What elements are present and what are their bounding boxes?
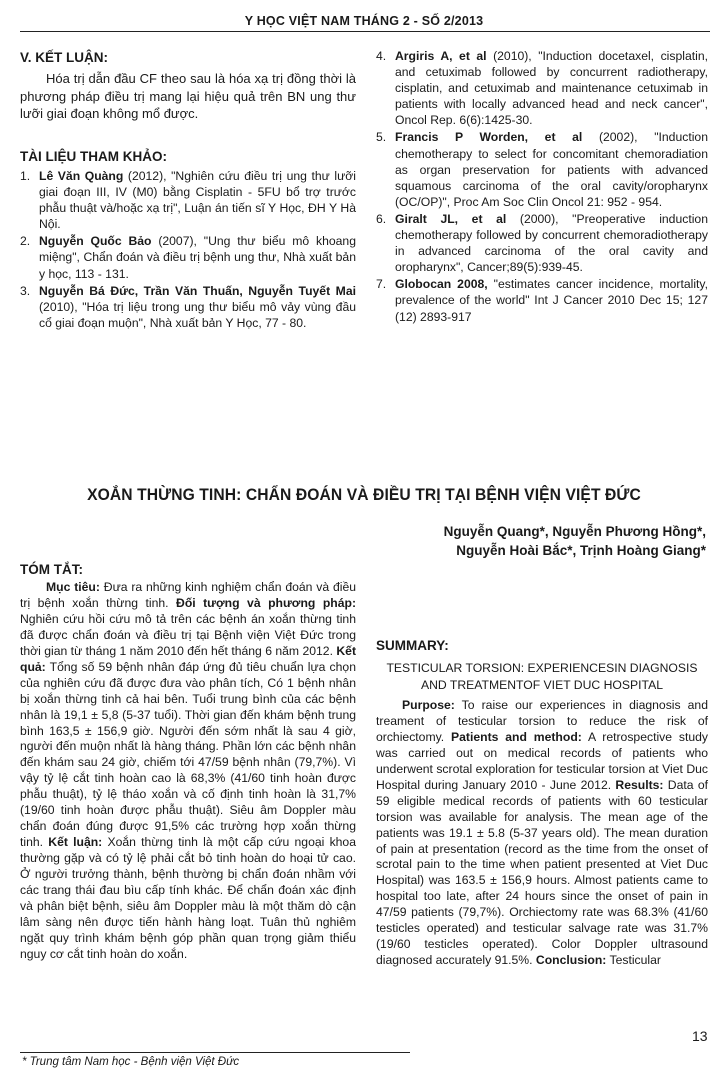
summary-title-line: AND TREATMENTOF VIET DUC HOSPITAL bbox=[421, 677, 663, 692]
summary-label: Results: bbox=[615, 777, 664, 792]
reference-item bbox=[20, 233, 356, 281]
conclusion-text: Hóa trị dẫn đầu CF theo sau là hóa xạ trị đồng thời là phương pháp điều trị mang lại hiệu quả trên BN ung thư lưỡi giai đoạn không mổ được. bbox=[20, 71, 356, 122]
reference-item bbox=[20, 168, 356, 232]
summary-sentence: Testicular bbox=[606, 953, 661, 968]
summary-sentence: A retrospective study was carried out on medical records of patients who underwent scrotal exploration for testicular torsion at Viet Duc Hospital during January 2010 - June 2012. bbox=[376, 729, 708, 792]
upper-right-column bbox=[376, 48, 708, 326]
summary-title bbox=[376, 660, 708, 694]
reference-authors: Lê Văn Quàng bbox=[39, 168, 124, 183]
references-list-left bbox=[20, 168, 356, 331]
abstract-vi-text bbox=[20, 580, 356, 963]
journal-header: Y HỌC VIỆT NAM THÁNG 2 - SỐ 2/2013 bbox=[244, 14, 484, 28]
abstract-sentence: Nghiên cứu hồi cứu mô tả trên các bệnh án xoắn thừng tinh đã được chẩn đoán và điều trị tại Bệnh viện Việt Đức trong thời gian từ tháng 1 năm 2010 đến hết tháng 6 năm 2012. bbox=[20, 611, 356, 658]
reference-number: 5. bbox=[376, 130, 387, 145]
summary-text bbox=[376, 698, 708, 969]
abstract-sentence: Xoắn thừng tinh là một cấp cứu ngoại khoa thường gặp và có tỷ lệ phải cắt bỏ tinh hoàn do hoại tử cao. Ở người trưởng thành, bệnh thường bị chẩn đoán nhầm với các trang thái đau bìu cấp tính khác. Để chẩn đoán xác định và phân biệt bệnh, siêu âm Doppler màu là một thăm dò cận lâm sàng nên được tiến hành hàng loạt. Tuân thủ nghiêm ngặt quy trình khám bệnh góp phần quan trọng giảm thiểu nguy cơ cắt tinh hoàn do xoắn. bbox=[20, 835, 356, 961]
footnote-rule bbox=[20, 1052, 410, 1053]
abstract-vi-heading: TÓM TẮT: bbox=[20, 562, 83, 577]
article-title: XOẮN THỪNG TINH: CHẨN ĐOÁN VÀ ĐIỀU TRỊ TẠI BỆNH VIỆN VIỆT ĐỨC bbox=[87, 485, 641, 504]
summary-label: Conclusion: bbox=[535, 953, 607, 968]
abstract-label: Kết luận: bbox=[48, 835, 103, 850]
reference-authors: Globocan 2008, bbox=[395, 277, 488, 292]
reference-text: (2010), "Hóa trị liệu trong ung thư biểu mô vảy vùng đầu cổ giai đoạn muộn", Nhà xuất bản Y Học, 77 - 80. bbox=[39, 299, 356, 330]
reference-text: (2002), "Induction chemotherapy to select for concomitant chemoradiation as organ preservation for patients with advanced squamous carcinoma of the oral cavity/oropharynx (OC/OP)", Proc Am Soc Clin Oncol 21: 952 - 954. bbox=[395, 130, 708, 209]
summary-label: Patients and method: bbox=[451, 729, 582, 744]
summary-sentence: Data of 59 eligible medical records of patients with 60 testicular torsion was available for analysis. The mean age of the patients was 19.1 ± 5.8 (5-37 years old). The mean duration of pain at presentation (record as the time from the onset of scrotal pain to the time when patient presented at Viet Duc Hospital) was 163.5 ± 156,9 hours. Almost patients came to hospital too late, after 24 hours since the onset of pain in 47/59 patients (79,7%). Orchiectomy rate was 68.3% (41/60 testicles operated) and testicular salvage rate was 31.7% (19/60 testicles operated). Color Doppler ultrasound diagnosed accurately 91.5%. bbox=[376, 777, 708, 968]
reference-number: 4. bbox=[376, 49, 387, 63]
authors-line: Nguyễn Hoài Bắc*, Trịnh Hoàng Giang* bbox=[456, 543, 706, 558]
reference-number: 6. bbox=[376, 211, 387, 226]
reference-text: (2012), "Nghiên cứu điều trị ung thư lưỡi giai đoạn III, IV (M0) bằng Cisplatin - 5FU bổ trợ trước phẫu thuật và/hoặc xạ trị", Luận án tiến sĩ Y Học, ĐH Y Hà Nội. bbox=[39, 168, 356, 232]
authors-line: Nguyễn Quang*, Nguyễn Phương Hồng*, bbox=[443, 524, 706, 539]
reference-item bbox=[376, 48, 708, 128]
reference-item bbox=[376, 129, 708, 209]
reference-number: 7. bbox=[376, 277, 387, 292]
reference-authors: Nguyễn Quốc Bảo bbox=[39, 234, 152, 249]
upper-left-column bbox=[20, 50, 356, 332]
reference-item bbox=[376, 211, 708, 275]
reference-authors: Nguyễn Bá Đức, Trần Văn Thuấn, Nguyễn Tuyết Mai bbox=[39, 283, 356, 298]
reference-authors: Argiris A, et al bbox=[395, 49, 487, 63]
reference-authors: Francis P Worden, et al bbox=[395, 130, 583, 145]
abstract-sentence: Đưa ra những kinh nghiệm chẩn đoán và điều trị bệnh xoắn thừng tinh. bbox=[20, 579, 356, 610]
reference-number: 1. bbox=[20, 168, 31, 183]
references-list-right bbox=[376, 48, 708, 325]
abstract-label: Mục tiêu: bbox=[46, 579, 100, 594]
reference-number: 3. bbox=[20, 283, 31, 298]
header-rule bbox=[20, 31, 710, 32]
abstract-label: Kết quả: bbox=[20, 643, 356, 674]
footnote: * Trung tâm Nam học - Bệnh viện Việt Đức bbox=[22, 1056, 240, 1068]
page-number: 13 bbox=[692, 1028, 708, 1044]
references-heading: TÀI LIỆU THAM KHẢO: bbox=[20, 148, 167, 164]
summary-sentence: To raise our experiences in diagnosis and treament of testicular torsion to reduce the risk of orchiectomy. bbox=[376, 697, 708, 744]
reference-authors: Giralt JL, et al bbox=[395, 211, 507, 226]
reference-text: (2000), "Preoperative induction chemotherapy followed by concurrent chemoradiotherapy in advanced carcinoma of the oral cavity and oropharynx", Cancer;89(5):939-45. bbox=[395, 211, 708, 275]
summary-label: Purpose: bbox=[402, 697, 455, 712]
article-authors bbox=[444, 522, 706, 560]
abstract-sentence: Tổng số 59 bệnh nhân đáp ứng đủ tiêu chuẩn lựa chọn của nghiên cứu đã được đưa vào phân tích, Có 1 bệnh nhân bị xoắn thừng tinh cả hai bên. Tuổi trung bình của các bệnh nhân là 19,1 ± 5,8 (5-37 tuổi). Thời gian đến khám bệnh trung bình 163,5 ± 156,9 giờ. Người đến sớm nhất là sau 4 giờ, người đến muộn nhất là hàng tháng. Phần lớn các bệnh nhân đến khám sau 24 giờ, chiếm tới 47/59 bệnh nhân (79,7%). Vì vậy tỷ lệ cắt tinh hoàn cao là 68,3% (41/60 tinh hoàn được phẫu thuật), tỷ lệ tháo xoắn và cố định tinh hoàn là 31,7% (19/60 tinh hoàn được phẫu thuật). Siêu âm Doppler màu chẩn đoán đúng được 91,5% các trường hợp xoắn thừng tinh. bbox=[20, 659, 356, 850]
reference-text: (2007), "Ung thư biểu mô khoang miệng", Chẩn đoán và điều trị bệnh ung thư, Nhà xuất bản y học, 113 - 131. bbox=[39, 234, 356, 281]
summary-en-column bbox=[376, 582, 708, 969]
abstract-label: Đối tượng và phương pháp: bbox=[176, 595, 356, 610]
summary-title-line: TESTICULAR TORSION: EXPERIENCESIN DIAGNOSIS bbox=[386, 660, 698, 675]
summary-heading: SUMMARY: bbox=[376, 638, 449, 653]
reference-item bbox=[376, 276, 708, 324]
reference-text: "estimates cancer incidence, mortality, prevalence of the world" Int J Cancer 2010 Dec 15; 127 (12) 2893-917 bbox=[395, 277, 708, 324]
reference-text: (2010), "Induction docetaxel, cisplatin, and cetuximab followed by concurrent radiotherapy, cisplatin, and cetuximab and maintenance cetuximab in patients with locally advanced head and neck cancer", Oncol Rep. 6(6):1425-30. bbox=[395, 49, 708, 128]
reference-number: 2. bbox=[20, 234, 31, 249]
abstract-vi-column bbox=[20, 562, 356, 963]
reference-item bbox=[20, 283, 356, 331]
conclusion-heading: V. KẾT LUẬN: bbox=[20, 50, 109, 65]
